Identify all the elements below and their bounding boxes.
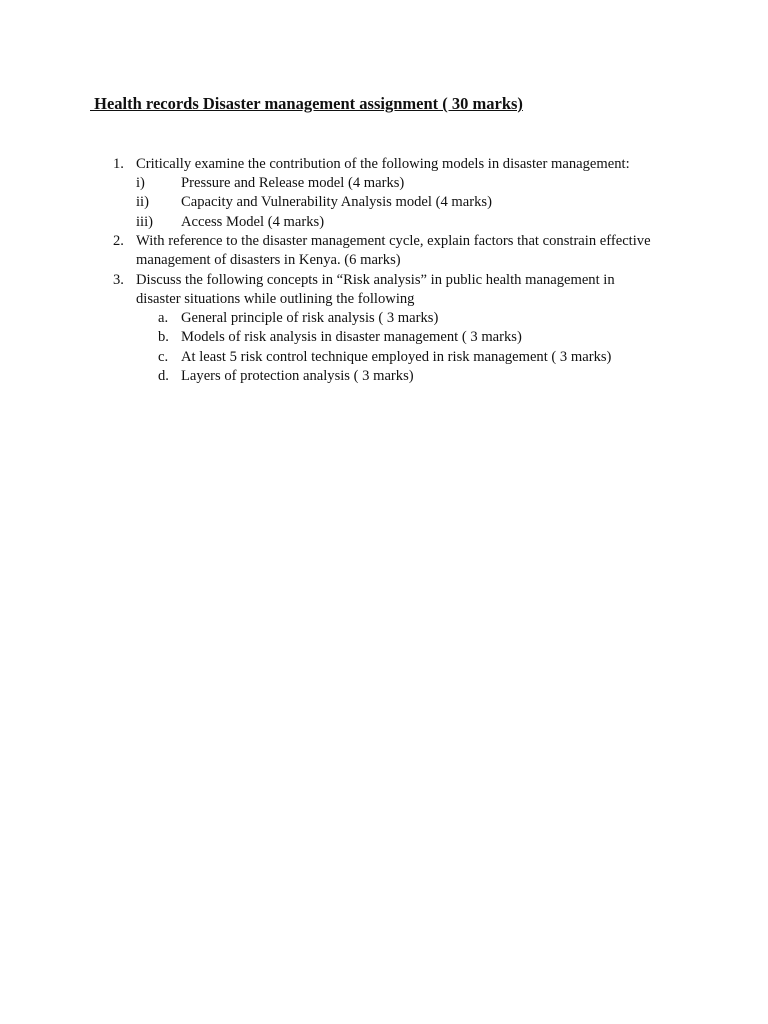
question-number: 3.: [113, 271, 124, 288]
question-number: 1.: [113, 156, 124, 172]
subitem-marker: ii): [136, 194, 149, 210]
subitem-text: Layers of protection analysis ( 3 marks): [181, 368, 414, 384]
subitem-text: Access Model (4 marks): [181, 213, 325, 230]
question-text-line: management of disasters in Kenya. (6 marks): [136, 252, 401, 268]
subitem-text: Pressure and Release model (4 marks): [181, 175, 405, 191]
subitem-marker: b.: [158, 329, 169, 345]
question-text-line: Critically examine the contribution of the following models in disaster management:: [136, 156, 630, 172]
subitem-marker: i): [136, 175, 145, 191]
question-number: 2.: [113, 233, 124, 249]
subitem-text: General principle of risk analysis ( 3 marks): [181, 310, 439, 326]
question-text-line: With reference to the disaster management cycle, explain factors that constrain effective: [136, 233, 651, 249]
subitem-marker: a.: [158, 310, 169, 326]
subitem-text: At least 5 risk control technique employed in risk management ( 3 marks): [181, 348, 612, 365]
subitem-marker: iii): [136, 213, 154, 230]
document-title: Health records Disaster management assignment ( 30 marks): [90, 94, 523, 113]
question-text-line: disaster situations while outlining the following: [136, 290, 415, 307]
subitem-text: Models of risk analysis in disaster management ( 3 marks): [181, 329, 522, 345]
subitem-marker: c.: [158, 348, 169, 365]
subitem-marker: d.: [158, 368, 169, 384]
subitem-text: Capacity and Vulnerability Analysis model (4 marks): [181, 194, 492, 210]
question-text-line: Discuss the following concepts in “Risk analysis” in public health management in: [136, 271, 615, 288]
